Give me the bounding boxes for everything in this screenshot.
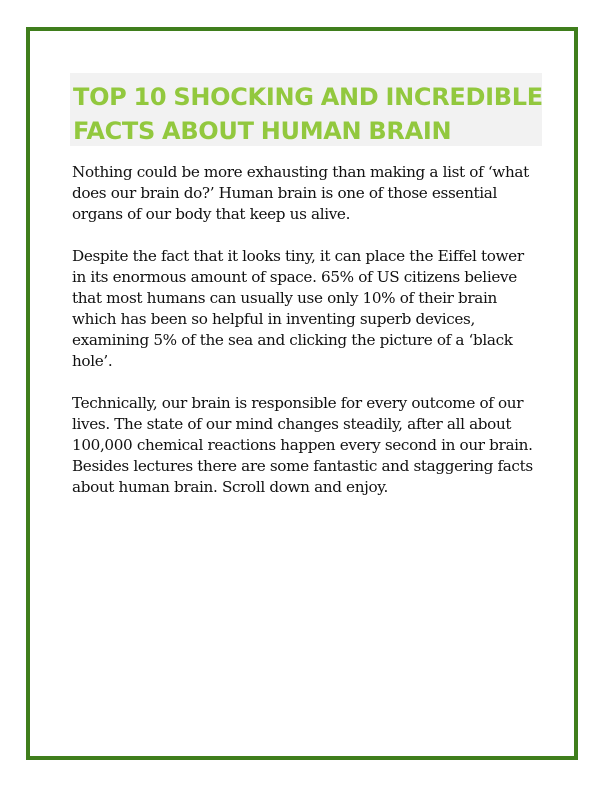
paragraph-brain-function: Technically, our brain is responsible for every outcome of our lives. The state of our mind changes steadily, after all about 100,000 chemical reactions happen every second in our brain. Besides lectures there are some fantastic and staggering facts about human brain. Scroll down and enjoy. [72, 394, 533, 496]
paragraph-brain-capacity: Despite the fact that it looks tiny, it can place the Eiffel tower in its enormous amount of space. 65% of US citizens believe that most humans can usually use only 10% of their brain which has been so helpful in inventing superb devices, examining 5% of the sea and clicking the picture of a ‘black hole’. [72, 247, 524, 370]
article-body [72, 162, 542, 519]
page-title: TOP 10 SHOCKING AND INCREDIBLE FACTS ABOUT HUMAN BRAIN [73, 83, 543, 145]
paragraph-intro: Nothing could be more exhausting than making a list of ‘what does our brain do?’ Human brain is one of those essential organs of our body that keep us alive. [72, 163, 529, 223]
